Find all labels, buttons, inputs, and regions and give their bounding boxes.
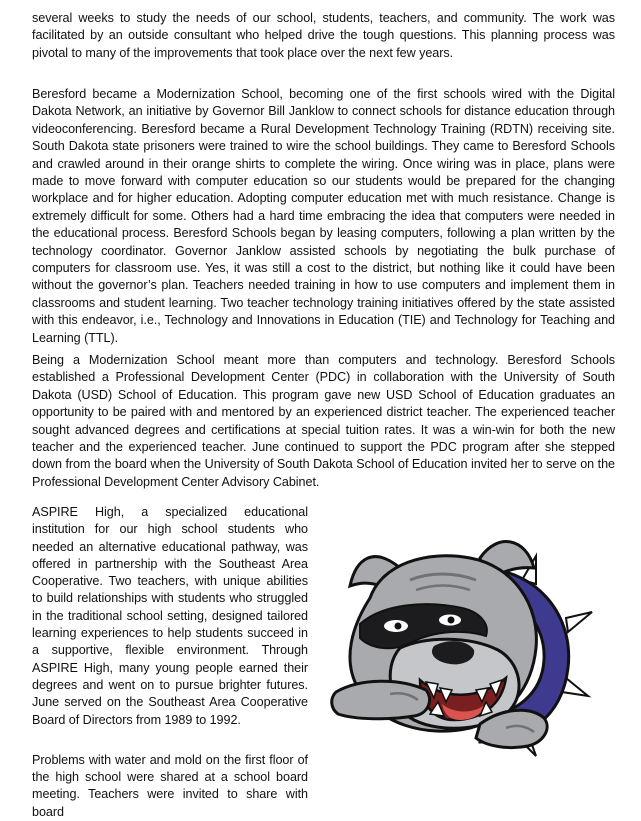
paragraph-planning-process: several weeks to study the needs of our school, students, teachers, and community. The work was facilitated by an outside consultant who helped drive the tough questions. This planning process was pivotal to many of the improvements that took place over the next few years. [32,11,615,60]
paragraph-water-mold: Problems with water and mold on the first floor of the high school were shared at a school board meeting. Teachers were invited to share with board [32,752,308,819]
paragraph-modernization-school: Beresford became a Modernization School, becoming one of the first schools wired with the Digital Dakota Network, an initiative by Governor Bill Janklow to connect schools for distance education through videoconferencing. Beresford became a Rural Development Technology Training (RDTN) receiving site. South Dakota state prisoners were trained to wire the school buildings. They came to Beresford Schools and crawled around in their orange shirts to complete the wiring. Once wiring was in place, plans were made to move forward with computer education so our students would be prepared for the changing workplace and for higher education. Adopting computer education met with much resistance. Change is extremely difficult for some. Others had a hard time embracing the idea that computers were needed in the educational process. Beresford Schools began by leasing computers, following a plan written by the technology coordinator. Governor Janklow assisted schools by negotiating the bulk purchase of computers for classroom use. Yes, it was still a cost to the district, but nothing like it could have been without the governor’s plan. Teachers needed training in how to use computers and implement them in classrooms and student learning. Two teacher technology training initiatives offered by the state assisted with this endeavor, i.e., Technology and Innovations in Education (TIE) and Technology for Teaching and Learning (TTL). [32,87,615,345]
left-arm [332,681,430,719]
paragraph-aspire-high: ASPIRE High, a specialized educational institution for our high school students who needed an alternative educational pathway, was offered in partnership with the Southeast Area Cooperative. Two teachers, with unique abilities to build relationships with students who struggled in the traditional school setting, designed tailored learning experiences to help students succeed in a supportive, flexible environment. Through ASPIRE High, many young people earned their degrees and went on to pursue brighter futures. June served on the Southeast Area Cooperative Board of Directors from 1989 to 1992. [32,505,308,727]
bulldog-mascot-icon [330,528,596,760]
paragraph-professional-development-center: Being a Modernization School meant more than computers and technology. Beresford Schools established a Professional Development Center (PDC) in collaboration with the University of South Dakota (USD) School of Education. This program gave new USD School of Education graduates an opportunity to be paired with and mentored by an experienced district teacher. The experienced teacher sought advanced degrees and certifications at special tuition rates. It was a win-win for both the new teacher and the experienced teacher. June continued to support the PDC program after she stepped down from the board when the University of South Dakota School of Education invited her to serve on the Professional Development Center Advisory Cabinet. [32,353,615,489]
left-column [32,504,308,821]
